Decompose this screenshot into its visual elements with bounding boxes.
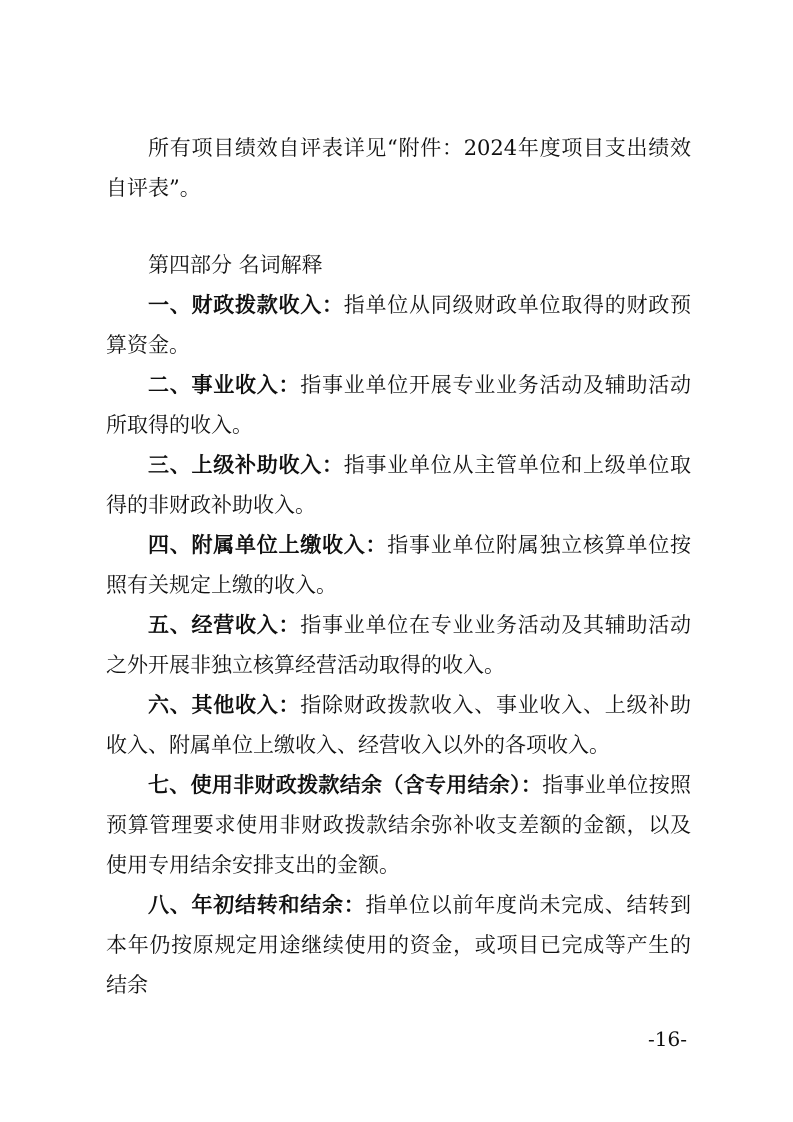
definition-term: 八、年初结转和结余： [148,892,366,917]
definition-text: 指事业单位按照预算管理要求使用非财政拨款结余弥补收支差额的金额，以及使用专用结余安排支出的金额。 [106,773,692,877]
definition-term: 一、财政拨款收入： [148,292,344,317]
definition-8 [106,885,691,1005]
definition-text: 指事业单位开展专业业务活动及辅助活动所取得的收入。 [106,373,691,437]
definition-term: 三、上级补助收入： [148,452,344,477]
definition-7 [106,765,691,885]
definition-4 [106,525,691,605]
definition-term: 七、使用非财政拨款结余（含专用结余）： [148,772,543,797]
definition-6 [106,685,691,765]
definition-text: 指单位从同级财政单位取得的财政预算资金。 [106,293,691,357]
definition-term: 四、附属单位上缴收入： [148,532,388,557]
definition-3 [106,445,691,525]
definition-term: 六、其他收入： [148,692,301,717]
intro-text: 所有项目绩效自评表详见“附件：2024年度项目支出绩效自评表”。 [106,136,691,200]
page-number: -16- [648,1027,687,1051]
definition-text: 指单位以前年度尚未完成、结转到本年仍按原规定用途继续使用的资金，或项目已完成等产生的结余 [106,893,691,997]
section-title: 第四部分 名词解释 [148,253,323,277]
definition-term: 二、事业收入： [148,372,301,397]
definition-1 [106,285,691,365]
intro-paragraph [106,128,691,208]
definition-text: 指事业单位在专业业务活动及其辅助活动之外开展非独立核算经营活动取得的收入。 [106,613,691,677]
definition-text: 指事业单位从主管单位和上级单位取得的非财政补助收入。 [106,453,691,517]
definition-term: 五、经营收入： [148,612,301,637]
definition-text: 指事业单位附属独立核算单位按照有关规定上缴的收入。 [106,533,691,597]
definition-5 [106,605,691,685]
definition-2 [106,365,691,445]
definition-text: 指除财政拨款收入、事业收入、上级补助收入、附属单位上缴收入、经营收入以外的各项收入。 [106,693,691,757]
